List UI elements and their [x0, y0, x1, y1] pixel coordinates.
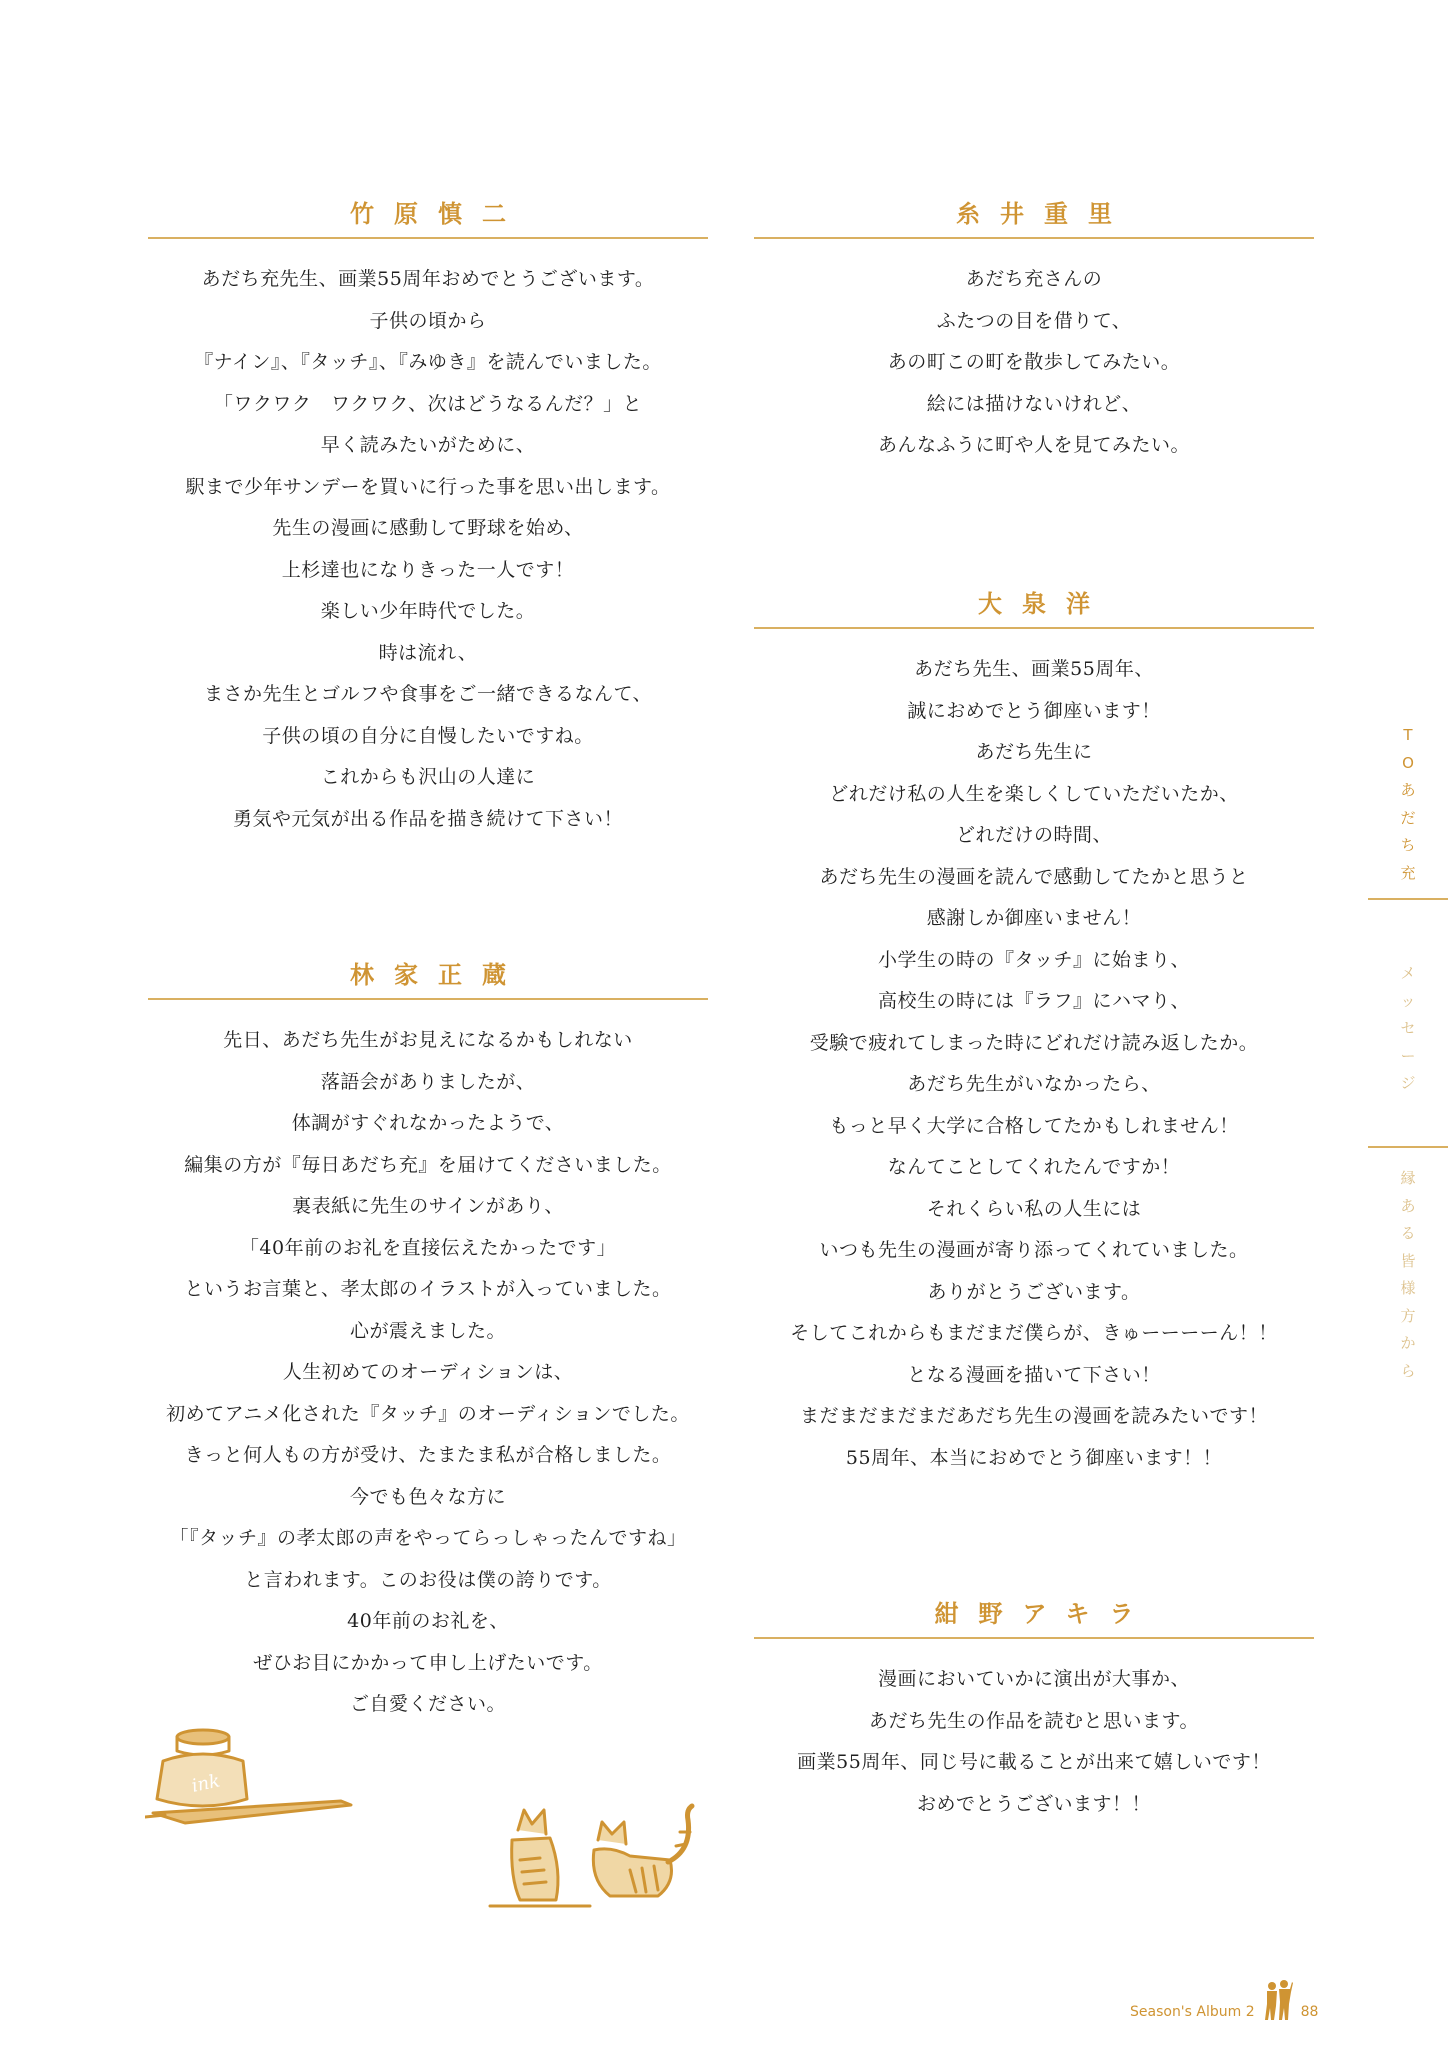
side-tab-char: あ	[1400, 781, 1416, 799]
message-line: 編集の方が『毎日あだち充』を届けてくださいました。	[184, 1153, 672, 1176]
cats-illustration	[480, 1800, 715, 1920]
side-tab-message	[1368, 960, 1448, 1098]
message-line: あの町この町を散歩してみたい。	[887, 351, 1181, 373]
couple-silhouette-icon	[1263, 1980, 1293, 2020]
side-tab-char: だ	[1400, 808, 1416, 827]
message-line: 裏表紙に先生のサインがあり、	[292, 1195, 564, 1217]
message-line: 子供の頃の自分に自慢したいですね。	[262, 724, 594, 747]
message-line: 子供の頃から	[369, 309, 487, 332]
side-tab-friends	[1368, 1165, 1448, 1385]
message-line: 先日、あだち先生がお見えになるかもしれない	[223, 1029, 633, 1051]
page-number: 88	[1300, 2004, 1319, 2020]
side-tab-char: 様	[1400, 1279, 1416, 1297]
message-line: ふたつの目を借りて、	[936, 309, 1132, 332]
message-line: 今でも色々な方に	[349, 1485, 506, 1508]
message-line: 「ワクワク ワクワク、次はどうなるんだ？」と	[213, 392, 643, 415]
author-name: 林家正蔵	[148, 956, 708, 1000]
message-line: 楽しい少年時代でした。	[320, 600, 536, 622]
message-line: ありがとうございます。	[927, 1280, 1141, 1303]
side-tab-to-adachi	[1368, 722, 1448, 887]
side-tab-char: ジ	[1400, 1074, 1416, 1092]
message-line: 画業55周年、同じ号に載ることが出来て嬉しいです！	[797, 1751, 1271, 1773]
message-line: 「40年前のお礼を直接伝えたかったです」	[239, 1236, 617, 1259]
message-line: あだち先生、画業55周年、	[914, 658, 1154, 680]
side-tab-char: ー	[1400, 1046, 1416, 1065]
side-tab-char: ッ	[1400, 991, 1416, 1010]
message-takehara	[148, 195, 708, 840]
message-body	[754, 259, 1314, 467]
message-line: あだち充さんの	[965, 268, 1103, 290]
message-line: あだち先生の作品を読むと思います。	[869, 1709, 1199, 1732]
side-tab-char: ち	[1400, 836, 1416, 854]
message-line: どれだけ私の人生を楽しくしていただいたか、	[829, 782, 1239, 805]
message-line: これからも沢山の人達に	[320, 766, 536, 788]
author-name: 大泉洋	[754, 585, 1314, 629]
side-divider	[1368, 1146, 1448, 1148]
message-line: となる漫画を描いて下さい！	[907, 1363, 1161, 1386]
message-line: 漫画においていかに演出が大事か、	[877, 1668, 1190, 1690]
message-line: 40年前のお礼を、	[347, 1610, 509, 1632]
message-line: 誠におめでとう御座います！	[907, 699, 1161, 722]
message-line: 心が震えました。	[349, 1319, 506, 1342]
author-name: 紺野アキラ	[754, 1595, 1314, 1639]
message-line: 感謝しか御座いません！	[926, 907, 1142, 929]
message-body	[754, 1659, 1314, 1825]
message-line: まさか先生とゴルフや食事をご一緒できるなんて、	[203, 683, 653, 705]
side-tab-char: T	[1403, 726, 1413, 744]
message-line: 先生の漫画に感動して野球を始め、	[272, 517, 584, 539]
message-line: あだち先生の漫画を読んで感動してたかと思うと	[819, 865, 1249, 888]
message-line: 上杉達也になりきった一人です！	[281, 558, 575, 581]
side-divider	[1368, 898, 1448, 900]
message-line: 55周年、本当におめでとう御座います！！	[845, 1446, 1223, 1469]
side-tab-char: 皆	[1400, 1251, 1416, 1270]
message-line: あんなふうに町や人を見てみたい。	[877, 434, 1190, 456]
side-tab-char: る	[1400, 1224, 1416, 1242]
side-tab-char: あ	[1400, 1196, 1416, 1215]
message-line: 時は流れ、	[378, 641, 478, 664]
message-itoi	[754, 195, 1314, 467]
message-line: もっと早く大学に合格してたかもしれません！	[829, 1114, 1239, 1137]
message-line: 勇気や元気が出る作品を描き続けて下さい！	[232, 807, 623, 830]
author-name: 竹原慎二	[148, 195, 708, 239]
message-line: いつも先生の漫画が寄り添ってくれていました。	[819, 1239, 1249, 1261]
side-tab-char: メ	[1400, 964, 1416, 982]
message-line: ご自愛ください。	[349, 1693, 506, 1715]
message-body	[148, 1020, 708, 1726]
message-line: なんてことしてくれたんですか！	[887, 1156, 1181, 1178]
message-oizumi	[754, 585, 1314, 1479]
side-tab-char: 縁	[1400, 1169, 1416, 1187]
side-tab-char: 充	[1400, 863, 1416, 882]
message-line: あだち先生がいなかったら、	[907, 1073, 1161, 1095]
message-line: と言われます。このお役は僕の誇りです。	[244, 1568, 612, 1591]
message-line: 高校生の時には『ラフ』にハマり、	[877, 990, 1190, 1012]
message-line: どれだけの時間、	[955, 824, 1112, 846]
author-name: 糸井重里	[754, 195, 1314, 239]
message-line: きっと何人もの方が受け、たまたま私が合格しました。	[184, 1444, 672, 1466]
message-line: 早く読みたいがために、	[320, 434, 536, 456]
message-line: 初めてアニメ化された『タッチ』のオーディションでした。	[166, 1402, 690, 1425]
message-body	[148, 259, 708, 840]
message-line: あだち充先生、画業55周年おめでとうございます。	[201, 268, 655, 290]
message-line: 人生初めてのオーディションは、	[282, 1361, 574, 1383]
message-line: 落語会がありましたが、	[320, 1070, 536, 1093]
message-konno	[754, 1595, 1314, 1825]
album-title: Season's Album 2	[1130, 2004, 1255, 2020]
message-line: 受験で疲れてしまった時にどれだけ読み返したか。	[809, 1031, 1259, 1054]
ink-bottle-label: ink	[189, 1770, 222, 1797]
message-line: あだち先生に	[975, 741, 1093, 763]
message-line: ぜひお目にかかって申し上げたいです。	[253, 1651, 603, 1674]
message-line: 「『タッチ』の孝太郎の声をやってらっしゃったんですね」	[169, 1527, 687, 1549]
message-line: まだまだまだまだあだち先生の漫画を読みたいです！	[799, 1405, 1268, 1427]
message-line: おめでとうございます！！	[916, 1792, 1151, 1815]
message-hayashiya	[148, 956, 708, 1726]
message-line: というお言葉と、孝太郎のイラストが入っていました。	[184, 1278, 672, 1300]
message-line: 絵には描けないけれど、	[926, 392, 1142, 415]
message-line: 駅まで少年サンデーを買いに行った事を思い出します。	[185, 475, 671, 498]
page-footer	[1130, 1980, 1318, 2020]
message-line: そしてこれからもまだまだ僕らが、きゅーーーーん！！	[790, 1322, 1278, 1344]
message-line: 小学生の時の『タッチ』に始まり、	[877, 948, 1190, 971]
side-tab-char: 方	[1400, 1306, 1416, 1325]
side-tab-char: か	[1400, 1334, 1416, 1352]
message-line: それくらい私の人生には	[926, 1197, 1142, 1220]
side-tab-char: セ	[1400, 1019, 1416, 1037]
message-line: 『ナイン』、『タッチ』、『みゆき』を読んでいました。	[194, 351, 662, 373]
message-line: 体調がすぐれなかったようで、	[291, 1112, 565, 1134]
message-body	[754, 649, 1314, 1479]
side-tab-char: ら	[1400, 1361, 1416, 1380]
side-tab-char: O	[1402, 753, 1414, 772]
ink-bottle-pen-illustration	[145, 1725, 360, 1830]
